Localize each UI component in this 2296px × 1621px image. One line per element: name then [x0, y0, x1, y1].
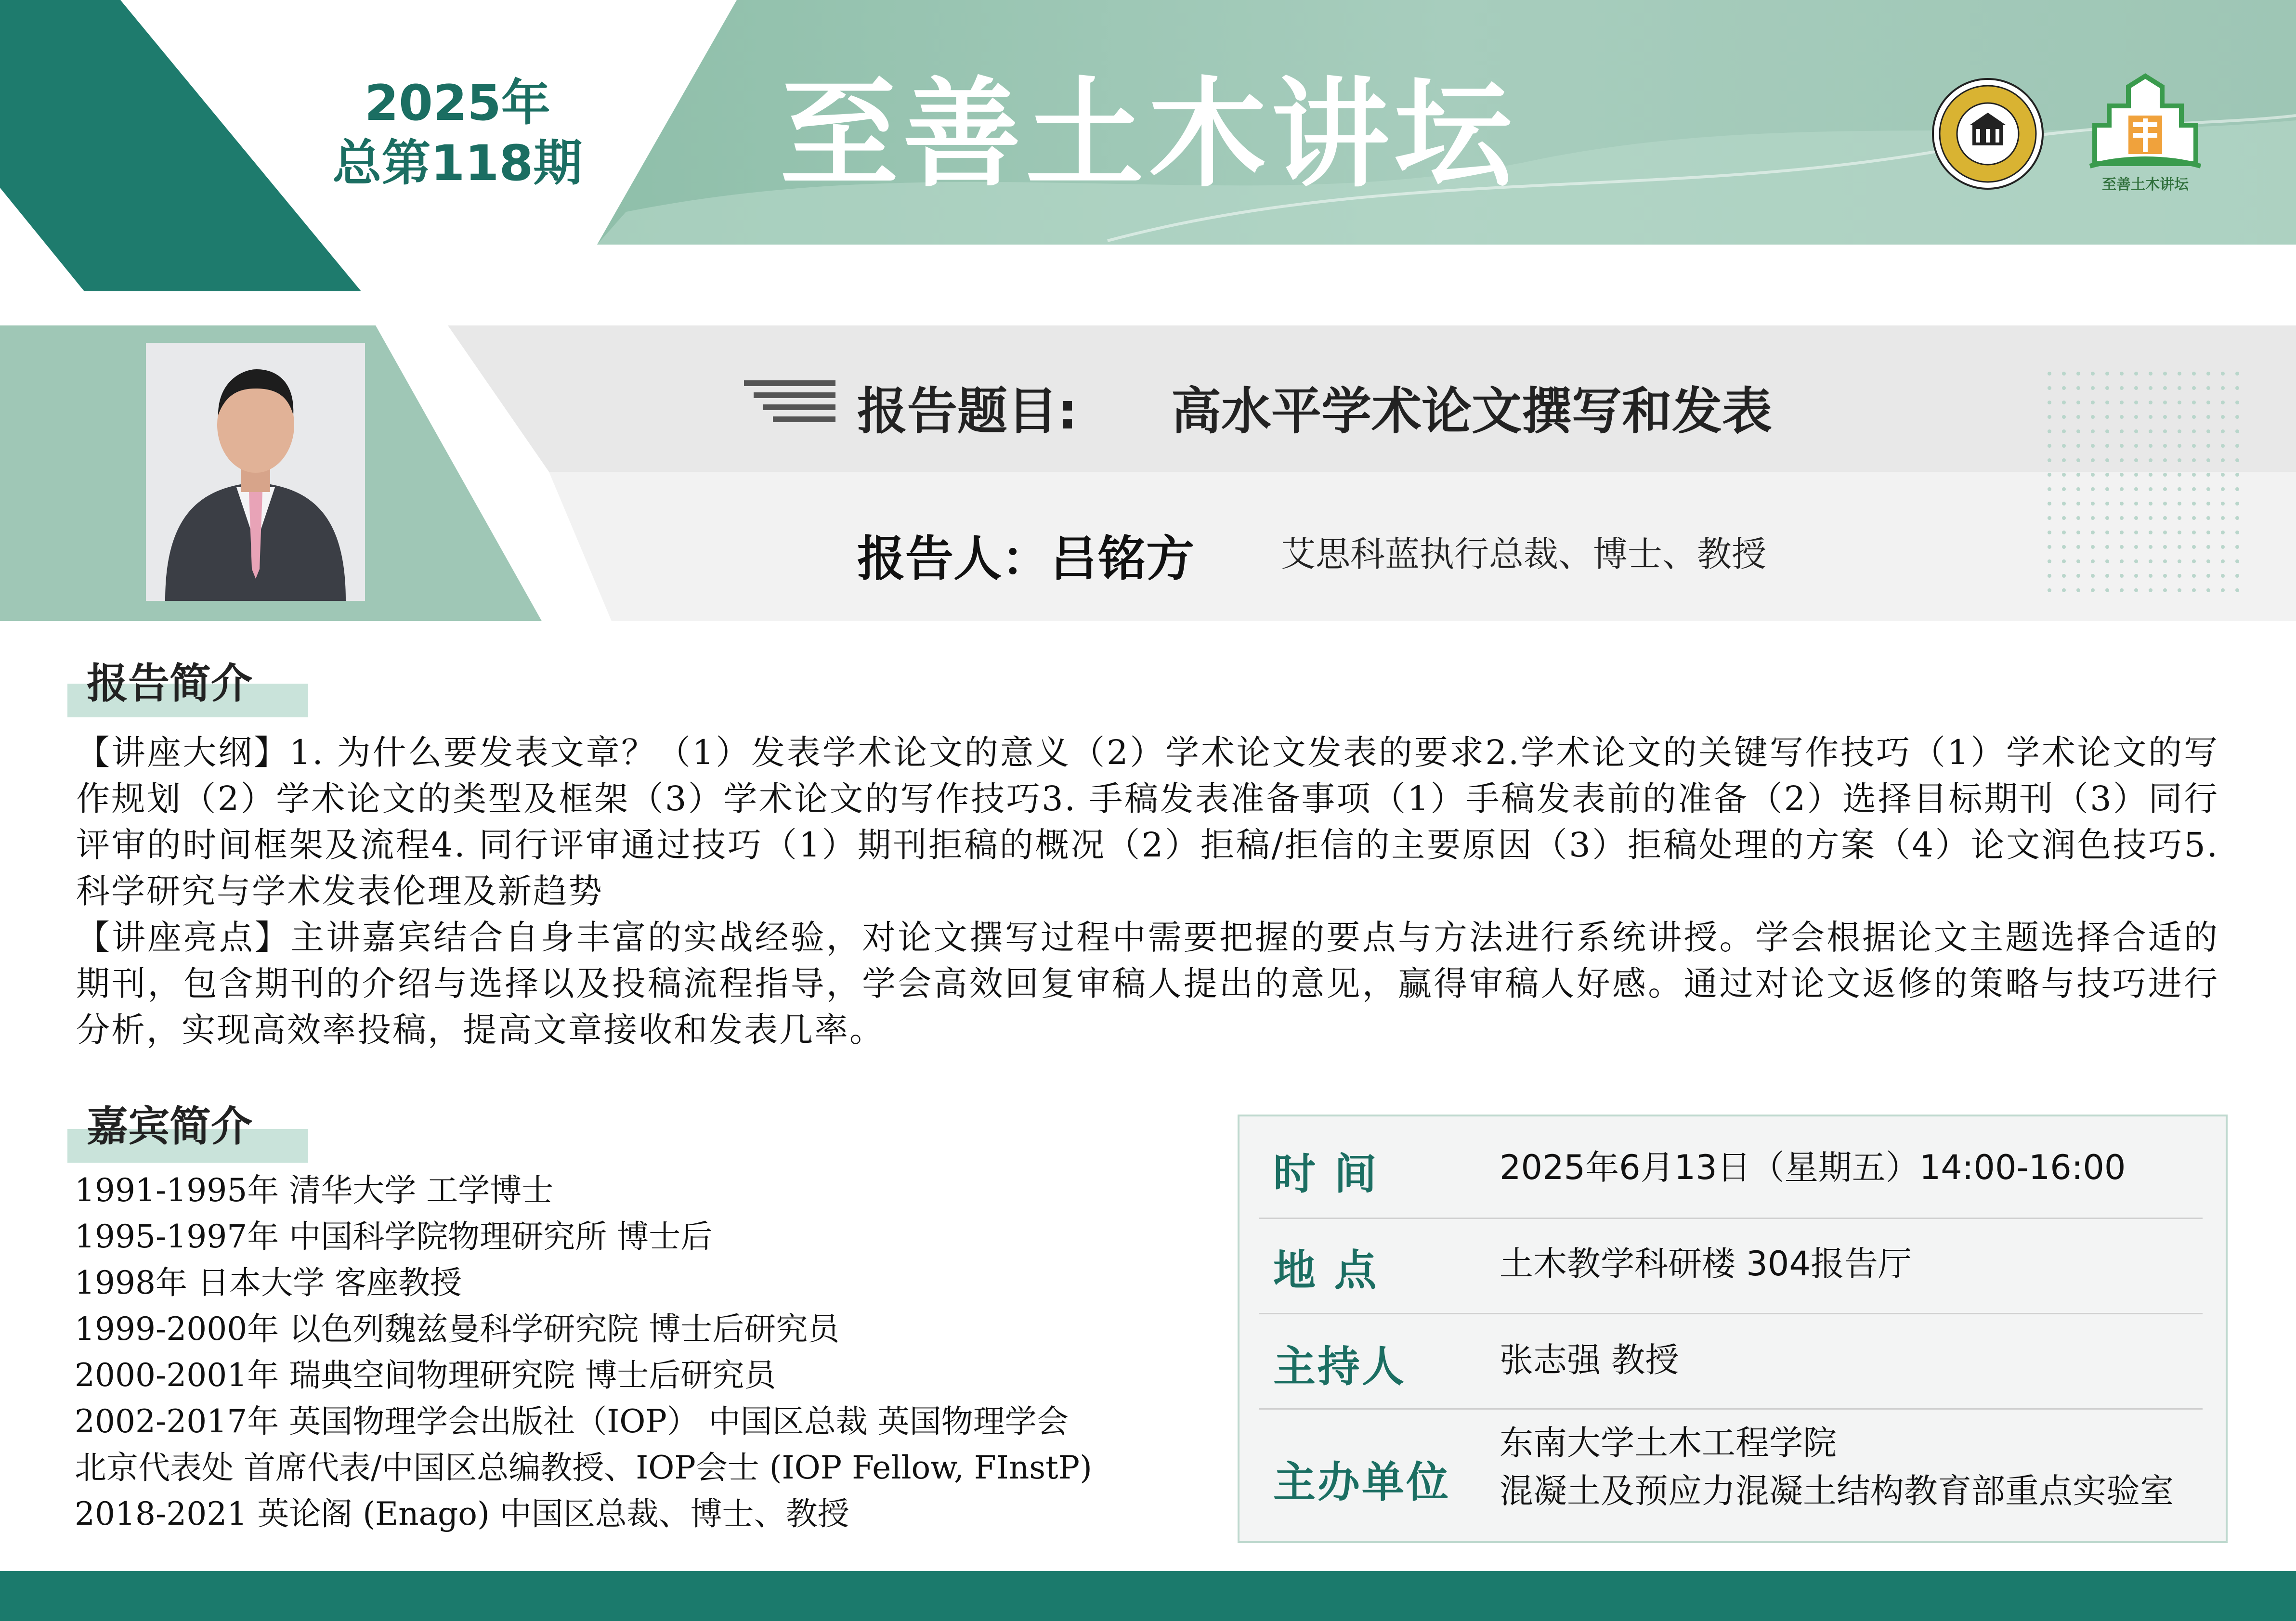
bio-line: 1995-1997年 中国科学院物理研究所 博士后 — [75, 1218, 713, 1255]
organizer-line-1: 东南大学土木工程学院 — [1500, 1423, 1837, 1463]
dot-pattern-decoration — [2047, 371, 2249, 602]
divider — [1259, 1313, 2203, 1314]
forum-logo-caption: 至善土木讲坛 — [2102, 176, 2189, 193]
organizer-line-2: 混凝土及预应力混凝土结构教育部重点实验室 — [1500, 1471, 2174, 1511]
footer-bar — [0, 1571, 2296, 1621]
report-topic: 高水平学术论文撰写和发表 — [1171, 382, 1773, 441]
topic-label: 报告题目: — [857, 382, 1078, 441]
issue-number: 总第118期 — [332, 135, 583, 192]
bio-line: 2000-2001年 瑞典空间物理研究院 博士后研究员 — [75, 1357, 776, 1394]
issue-year: 2025年 — [365, 75, 550, 132]
bio-line: 2002-2017年 英国物理学会出版社（IOP） 中国区总裁 英国物理学会 — [75, 1403, 1069, 1440]
time-value: 2025年6月13日（星期五）14:00-16:00 — [1500, 1148, 2126, 1187]
divider — [1259, 1218, 2203, 1219]
divider — [1259, 1408, 2203, 1410]
speaker-title: 艾思科蓝执行总裁、博士、教授 — [1281, 534, 1767, 574]
organizer-label: 主办单位 — [1273, 1457, 1451, 1507]
bio-line: 1999-2000年 以色列魏兹曼科学研究院 博士后研究员 — [75, 1310, 840, 1348]
university-seal-icon — [1931, 77, 2045, 191]
forum-title: 至善土木讲坛 — [780, 66, 1517, 203]
university-logo — [1931, 77, 2045, 191]
place-label: 地 点 — [1273, 1245, 1379, 1295]
guest-heading: 嘉宾简介 — [87, 1102, 252, 1151]
speaker-photo — [146, 343, 365, 601]
speaker-portrait-icon — [146, 343, 365, 601]
forum-building-icon — [2085, 72, 2205, 173]
bio-line: 北京代表处 首席代表/中国区总编教授、IOP会士 (IOP Fellow, FInstP) — [75, 1449, 1092, 1486]
stripes-icon — [744, 380, 840, 424]
intro-highlights: 【讲座亮点】主讲嘉宾结合自身丰富的实战经验，对论文撰写过程中需要把握的要点与方法进行系统讲授。学会根据论文主题选择合适的期刊，包含期刊的介绍与选择以及投稿流程指导，学会高效回复审稿人提出的意见，赢得审稿人好感。通过对论文返修的策略与技巧进行分析，实现高效率投稿，提高文章接收和发表几率。 — [76, 918, 2219, 1050]
host-label: 主持人 — [1273, 1342, 1407, 1391]
speaker-name: 报告人：吕铭方 — [857, 531, 1194, 587]
bio-line: 1998年 日本大学 客座教授 — [75, 1264, 462, 1301]
host-value: 张志强 教授 — [1500, 1340, 1679, 1380]
time-label: 时 间 — [1273, 1149, 1379, 1199]
bio-line: 2018-2021 英论阁 (Enago) 中国区总裁、博士、教授 — [75, 1495, 849, 1532]
intro-heading: 报告简介 — [87, 660, 252, 708]
intro-outline: 【讲座大纲】1. 为什么要发表文章？（1）发表学术论文的意义（2）学术论文发表的要求2.学术论文的关键写作技巧（1）学术论文的写作规划（2）学术论文的类型及框架（3）学术论文的写作技巧3. 手稿发表准备事项（1）手稿发表前的准备（2）选择目标期刊（3）同行评审的时间框架及流程4. 同行评审通过技巧（1）期刊拒稿的概况（2）拒稿/拒信的主要原因（3）拒稿处理的方案（4）论文润色技巧5. 科学研究与学术发表伦理及新趋势 — [76, 733, 2219, 911]
place-value: 土木教学科研楼 304报告厅 — [1500, 1244, 1912, 1284]
event-info-box — [1238, 1115, 2228, 1543]
forum-logo — [2085, 72, 2205, 193]
bio-line: 1991-1995年 清华大学 工学博士 — [75, 1172, 554, 1209]
